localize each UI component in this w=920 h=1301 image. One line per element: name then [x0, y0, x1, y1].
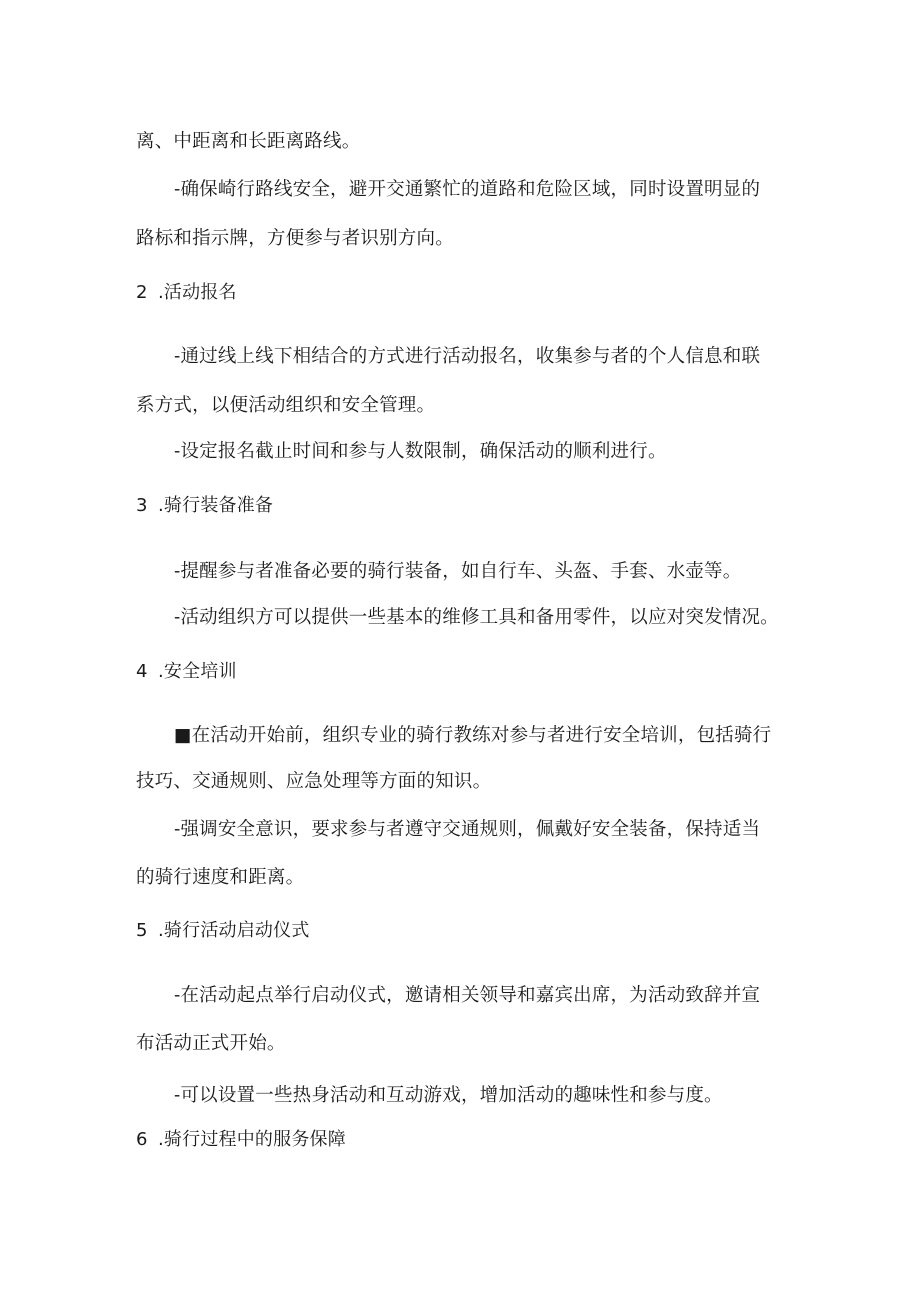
paragraph-line: -设定报名截止时间和参与人数限制，确保活动的顺利进行。 — [174, 441, 667, 462]
section-number: 5 — [136, 920, 148, 941]
paragraph-line: 路标和指示牌，方便参与者识别方向。 — [136, 228, 454, 249]
section-number: 4 — [136, 661, 148, 682]
section-heading-6 — [136, 1128, 346, 1152]
section-title: .骑行活动启动仪式 — [158, 920, 310, 941]
section-number: 6 — [136, 1129, 148, 1150]
paragraph-line: -通过线上线下相结合的方式进行活动报名，收集参与者的个人信息和联 — [174, 346, 761, 367]
paragraph-line: 的骑行速度和距离。 — [136, 867, 305, 888]
section-number: 2 — [136, 282, 148, 303]
section-heading-3 — [136, 494, 273, 518]
paragraph-line: -活动组织方可以提供一些基本的维修工具和备用零件，以应对突发情况。 — [174, 607, 779, 628]
paragraph-line: 技巧、交通规则、应急处理等方面的知识。 — [136, 771, 492, 792]
paragraph-line: -强调安全意识，要求参与者遵守交通规则，佩戴好安全装备，保持适当 — [174, 819, 761, 840]
paragraph-line: -可以设置一些热身活动和互动游戏，增加活动的趣味性和参与度。 — [174, 1085, 723, 1106]
section-heading-5 — [136, 919, 310, 943]
section-title: .安全培训 — [158, 661, 237, 682]
paragraph-line: 系方式，以便活动组织和安全管理。 — [136, 395, 436, 416]
paragraph-line: 离、中距离和长距离路线。 — [136, 131, 361, 152]
section-heading-4 — [136, 660, 237, 684]
paragraph-line: -确保崎行路线安全，避开交通繁忙的道路和危险区域，同时设置明显的 — [174, 179, 761, 200]
section-title: .骑行装备准备 — [158, 495, 274, 516]
paragraph-line: 布活动正式开始。 — [136, 1033, 286, 1054]
paragraph-line: ■在活动开始前，组织专业的骑行教练对参与者进行安全培训，包括骑行 — [174, 725, 772, 746]
paragraph-line: -在活动起点举行启动仪式，邀请相关领导和嘉宾出席，为活动致辞并宣 — [174, 985, 761, 1006]
section-number: 3 — [136, 495, 148, 516]
paragraph-line: -提醒参与者准备必要的骑行装备，如自行车、头盔、手套、水壶等。 — [174, 561, 742, 582]
section-heading-2 — [136, 281, 237, 305]
section-title: .骑行过程中的服务保障 — [158, 1129, 346, 1150]
section-title: .活动报名 — [158, 282, 237, 303]
